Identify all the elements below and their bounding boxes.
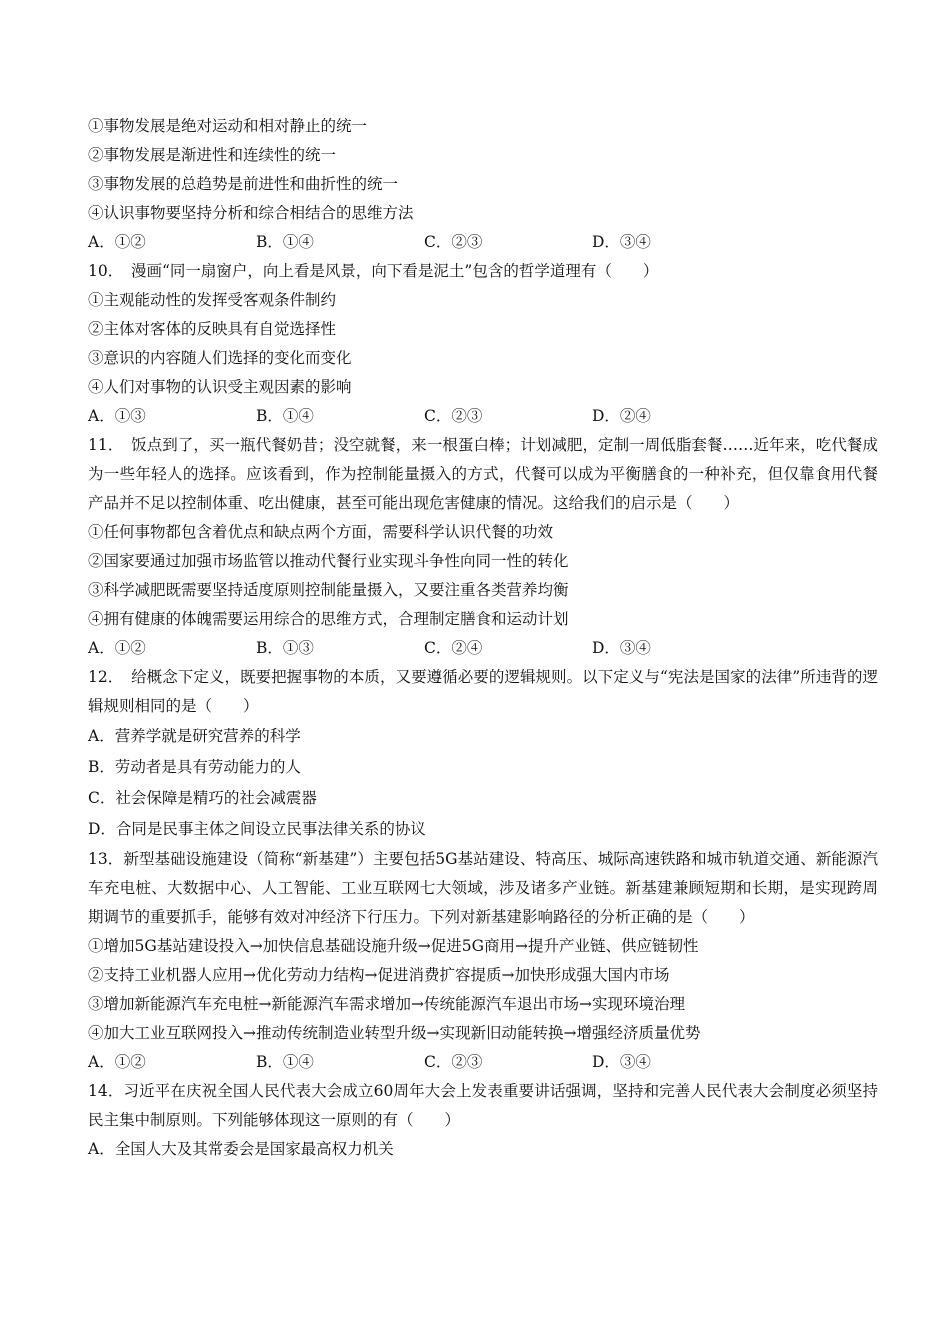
q11-item-1: ①任何事物都包含着优点和缺点两个方面，需要科学认识代餐的功效 <box>88 523 554 541</box>
q10-item-2: ②主体对客体的反映具有自觉选择性 <box>88 320 337 338</box>
q12-choice-c: C．社会保障是精巧的社会减震器 <box>88 789 317 807</box>
q12-choice-d: D．合同是民事主体之间设立民事法律关系的协议 <box>88 820 426 838</box>
q13-item-2: ②支持工业机器人应用→优化劳动力结构→促进消费扩容提质→加快形成强大国内市场 <box>88 966 670 984</box>
q9-option-b: B．①④ <box>256 233 314 251</box>
q11-options <box>88 634 878 663</box>
page-content <box>88 112 878 1164</box>
q10-stem: 10． 漫画“同一扇窗户，向上看是风景，向下看是泥土”包含的哲学道理有（ ） <box>88 262 659 280</box>
q9-option-a: A．①② <box>88 233 146 251</box>
q11-item-2: ②国家要通过加强市场监管以推动代餐行业实现斗争性向同一性的转化 <box>88 552 569 570</box>
question-14 <box>88 1077 878 1164</box>
q10-option-b: B．①④ <box>256 407 314 425</box>
q10-item-4: ④人们对事物的认识受主观因素的影响 <box>88 378 352 396</box>
q10-option-c: C．②③ <box>424 407 483 425</box>
q11-option-c: C．②④ <box>424 639 483 657</box>
q13-options <box>88 1048 878 1077</box>
q11-item-3: ③科学减肥既需要坚持适度原则控制能量摄入，又要注重各类营养均衡 <box>88 581 569 599</box>
q13-item-4: ④加大工业互联网投入→推动传统制造业转型升级→实现新旧动能转换→增强经济质量优势 <box>88 1024 701 1042</box>
q10-option-d: D．②④ <box>592 407 651 425</box>
q13-stem: 13．新型基础设施建设（简称“新基建”）主要包括5G基站建设、特高压、城际高速铁路和城市轨道交通、新能源汽车充电桩、大数据中心、人工智能、工业互联网七大领域，涉及诸多产业链。新基建兼顾短期和长期，是实现跨周期调节的重要抓手，能够有效对冲经济下行压力。下列对新基建影响路径的分析正确的是（ ） <box>88 850 878 926</box>
q9-item-2: ②事物发展是渐进性和连续性的统一 <box>88 146 337 164</box>
q13-option-b: B．①④ <box>256 1053 314 1071</box>
q13-item-3: ③增加新能源汽车充电桩→新能源汽车需求增加→传统能源汽车退出市场→实现环境治理 <box>88 995 685 1013</box>
q9-item-3: ③事物发展的总趋势是前进性和曲折性的统一 <box>88 175 399 193</box>
q10-item-3: ③意识的内容随人们选择的变化而变化 <box>88 349 352 367</box>
q13-option-a: A．①② <box>88 1053 146 1071</box>
q13-option-c: C．②③ <box>424 1053 483 1071</box>
q11-option-a: A．①② <box>88 639 146 657</box>
q10-option-a: A．①③ <box>88 407 146 425</box>
q14-choice-a: A．全国人大及其常委会是国家最高权力机关 <box>88 1140 394 1158</box>
q12-choice-b: B．劳动者是具有劳动能力的人 <box>88 758 301 776</box>
question-13 <box>88 845 878 1077</box>
q10-options <box>88 402 878 431</box>
q9-item-4: ④认识事物要坚持分析和综合相结合的思维方法 <box>88 204 414 222</box>
q12-choice-a: A．营养学就是研究营养的科学 <box>88 727 301 745</box>
q11-item-4: ④拥有健康的体魄需要运用综合的思维方式，合理制定膳食和运动计划 <box>88 610 569 628</box>
q9-item-1: ①事物发展是绝对运动和相对静止的统一 <box>88 117 368 135</box>
q11-option-b: B．①③ <box>256 639 314 657</box>
q14-stem: 14．习近平在庆祝全国人民代表大会成立60周年大会上发表重要讲话强调，坚持和完善人民代表大会制度必须坚持民主集中制原则。下列能够体现这一原则的有（ ） <box>88 1082 878 1129</box>
q10-item-1: ①主观能动性的发挥受客观条件制约 <box>88 291 337 309</box>
q11-option-d: D．③④ <box>592 639 651 657</box>
q11-stem: 11． 饭点到了，买一瓶代餐奶昔；没空就餐，来一根蛋白棒；计划减肥，定制一周低脂套餐……近年来，吃代餐成为一些年轻人的选择。应该看到，作为控制能量摄入的方式，代餐可以成为平衡膳食的一种补充，但仅靠食用代餐产品并不足以控制体重、吃出健康，甚至可能出现危害健康的情况。这给我们的启示是（ ） <box>88 436 878 512</box>
question-11 <box>88 431 878 663</box>
q12-stem: 12． 给概念下定义，既要把握事物的本质，又要遵循必要的逻辑规则。以下定义与“宪法是国家的法律”所违背的逻辑规则相同的是（ ） <box>88 668 878 715</box>
question-12 <box>88 663 878 845</box>
q9-option-c: C．②③ <box>424 233 483 251</box>
q13-option-d: D．③④ <box>592 1053 651 1071</box>
question-10 <box>88 257 878 431</box>
q13-item-1: ①增加5G基站建设投入→加快信息基础设施升级→促进5G商用→提升产业链、供应链韧性 <box>88 937 699 955</box>
q9-options <box>88 228 878 257</box>
q9-option-d: D．③④ <box>592 233 651 251</box>
question-9 <box>88 112 878 257</box>
